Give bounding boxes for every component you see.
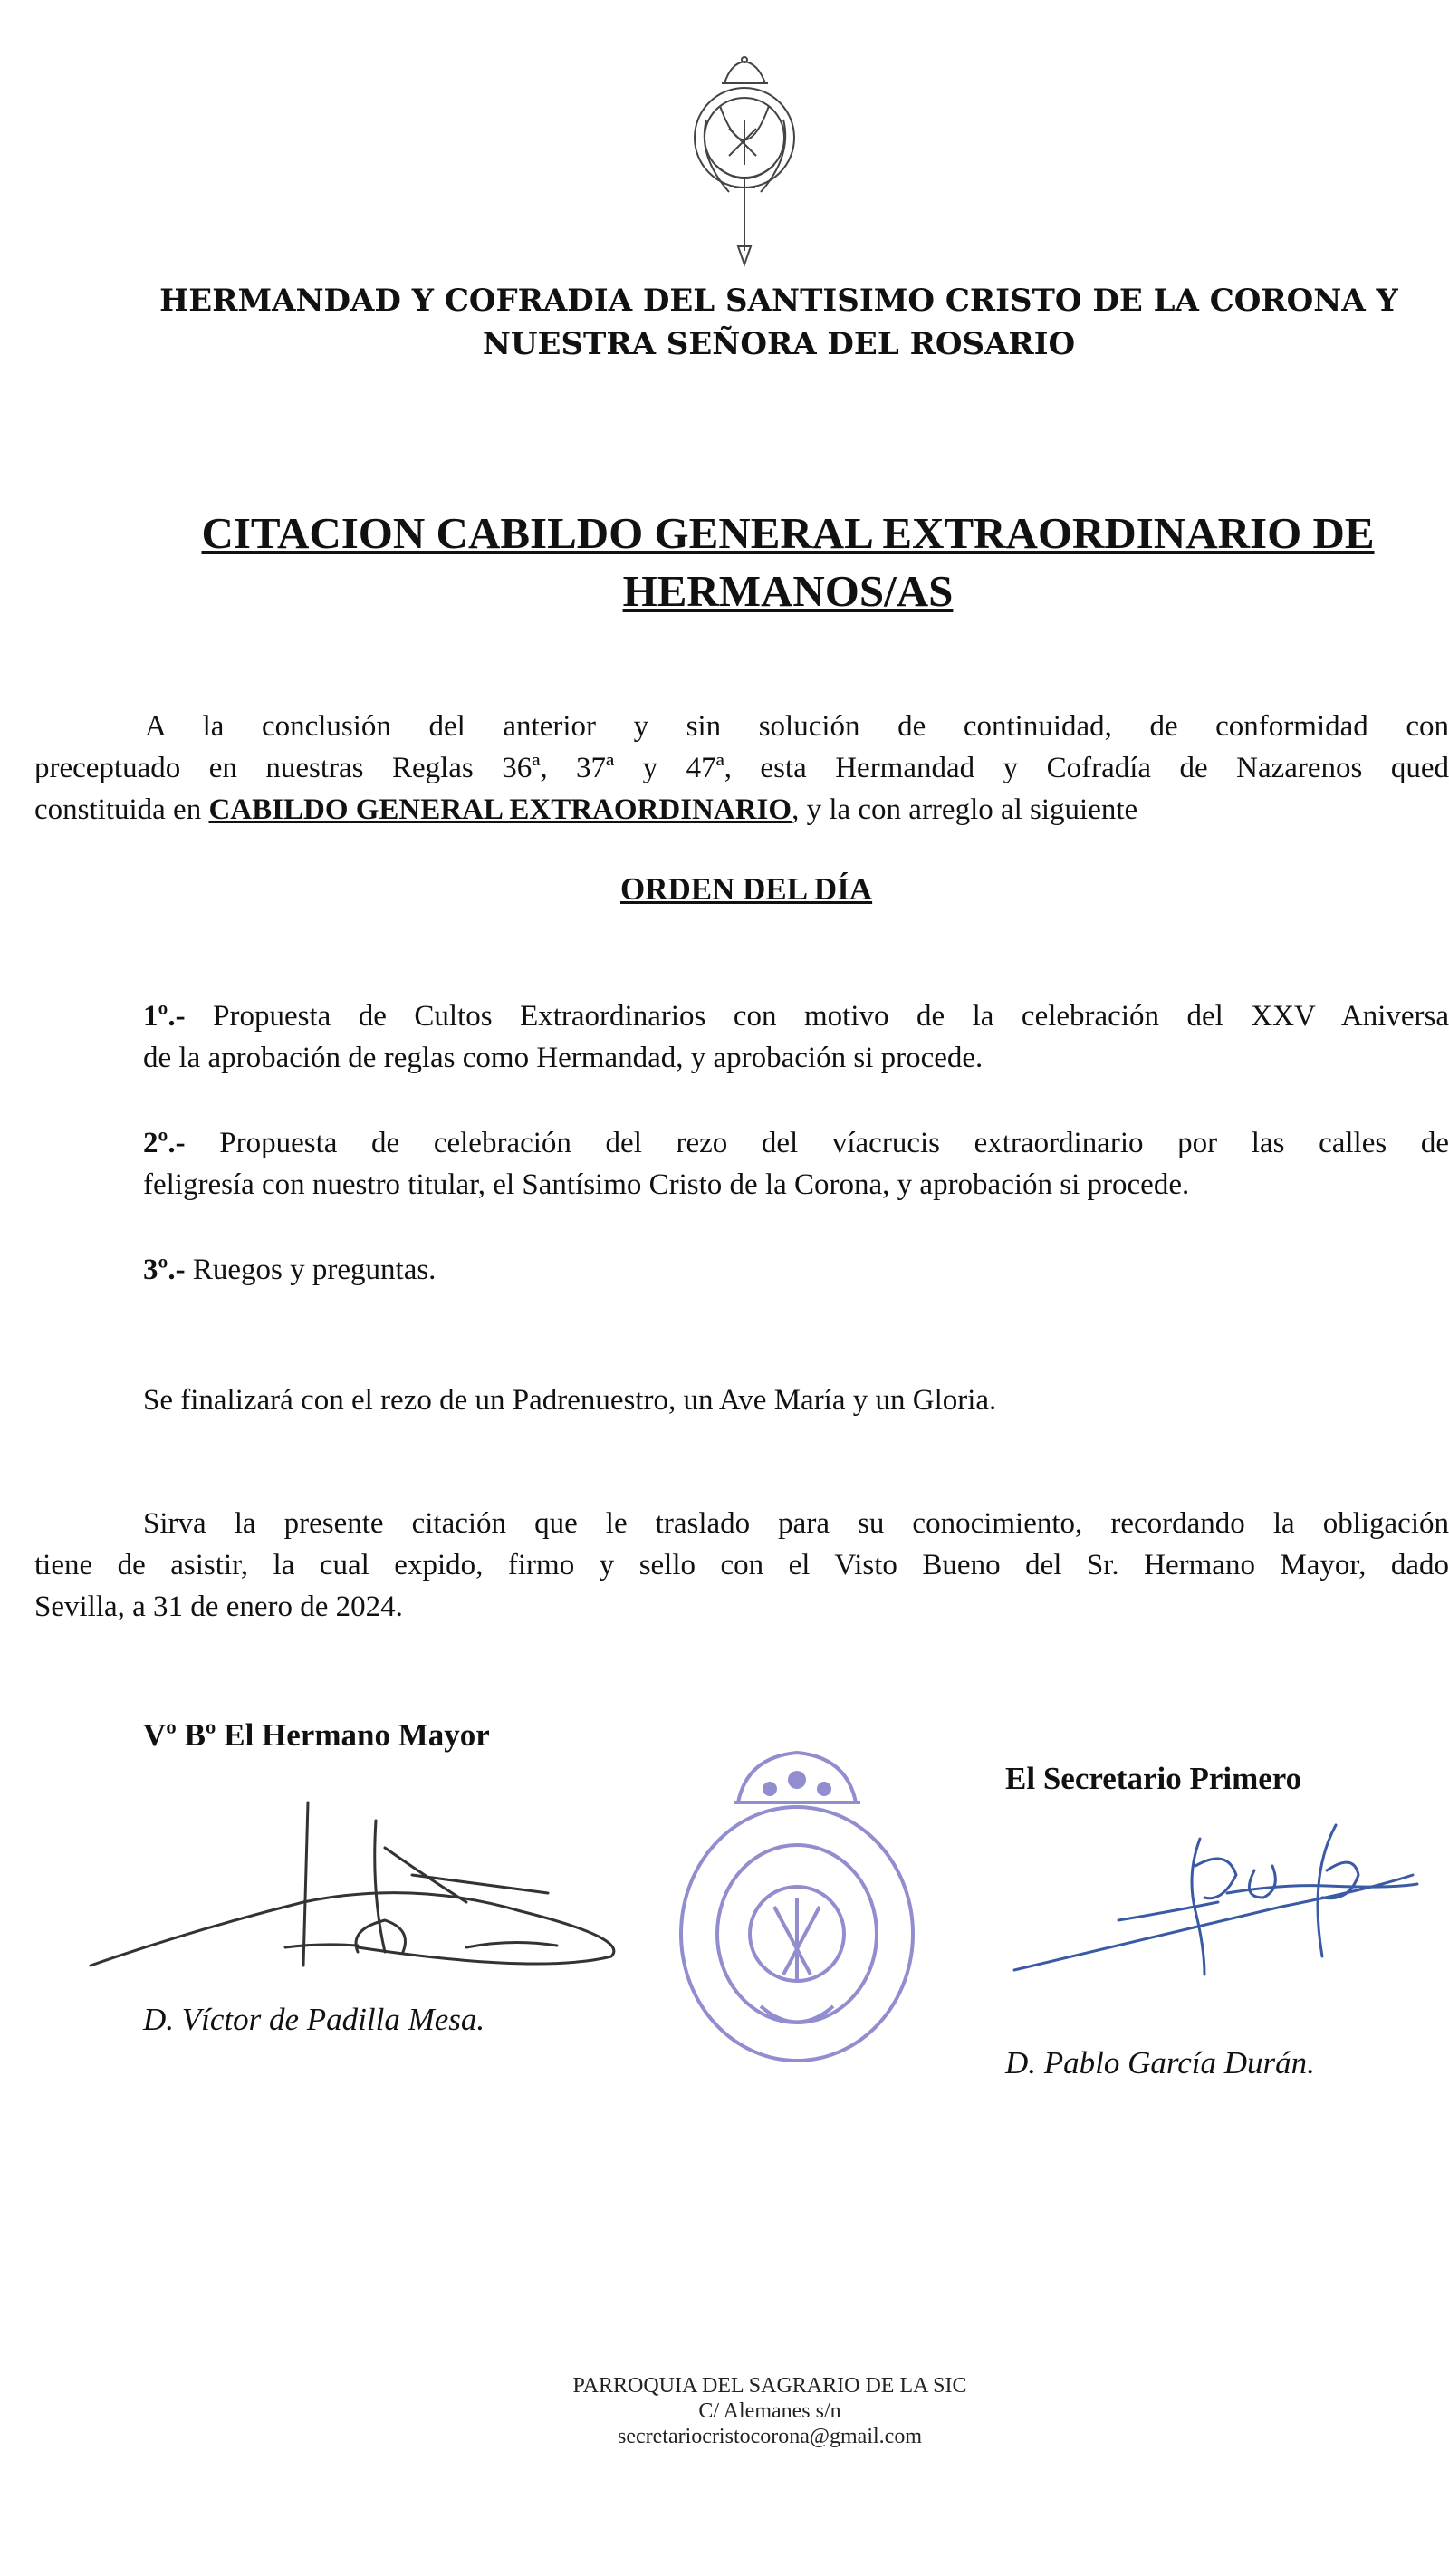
footer-address: C/ Alemanes s/n bbox=[698, 2399, 841, 2423]
agenda-item-1-line1: 1º.- Propuesta de Cultos Extraordinarios con motivo de la celebración del XXV Aniversa bbox=[143, 1000, 1449, 1033]
agenda-item-3: 3º.- Ruegos y preguntas. bbox=[143, 1254, 437, 1286]
final-line1: Sirva la presente citación que le traslado para su conocimiento, recordando la obligación bbox=[143, 1507, 1449, 1540]
agenda-item-2-line1: 2º.- Propuesta de celebración del rezo del víacrucis extraordinario por las calles de bbox=[143, 1127, 1449, 1159]
footer-parish: PARROQUIA DEL SAGRARIO DE LA SIC bbox=[572, 2374, 967, 2398]
intro-line1: A la conclusión del anterior y sin solución de continuidad, de conformidad con bbox=[145, 710, 1449, 743]
organization-name-line1: HERMANDAD Y COFRADIA DEL SANTISIMO CRISTO DE LA CORONA Y bbox=[159, 283, 1398, 319]
brotherhood-seal-stamp bbox=[675, 1748, 919, 2065]
secretario-signature bbox=[1010, 1821, 1426, 1984]
organization-name-line2: NUESTRA SEÑORA DEL ROSARIO bbox=[482, 326, 1076, 362]
cabildo-emphasis: CABILDO GENERAL EXTRAORDINARIO bbox=[208, 793, 792, 826]
agenda-item-2-line2: feligresía con nuestro titular, el Santísimo Cristo de la Corona, y aprobación si procede. bbox=[143, 1168, 1190, 1201]
agenda-heading: ORDEN DEL DÍA bbox=[620, 871, 873, 907]
closing-sentence: Se finalizará con el rezo de un Padrenuestro, un Ave María y un Gloria. bbox=[143, 1384, 997, 1417]
agenda-item-1-line2: de la aprobación de reglas como Hermandad, y aprobación si procede. bbox=[143, 1042, 984, 1074]
footer-email: secretariocristocorona@gmail.com bbox=[618, 2425, 922, 2448]
document-title-line1: CITACION CABILDO GENERAL EXTRAORDINARIO DE bbox=[201, 508, 1375, 558]
left-signatory-name: D. Víctor de Padilla Mesa. bbox=[143, 2002, 485, 2037]
brotherhood-crest-icon bbox=[675, 56, 815, 274]
final-line2: tiene de asistir, la cual expido, firmo y sello con el Visto Bueno del Sr. Hermano Mayor, dado bbox=[34, 1549, 1449, 1581]
right-signatory-name: D. Pablo García Durán. bbox=[1005, 2045, 1315, 2081]
intro-line2: preceptuado en nuestras Reglas 36ª, 37ª y 47ª, esta Hermandad y Cofradía de Nazarenos qued bbox=[34, 752, 1449, 784]
intro-line3: constituida en CABILDO GENERAL EXTRAORDINARIO, y la con arreglo al siguiente bbox=[34, 793, 1138, 826]
final-line3: Sevilla, a 31 de enero de 2024. bbox=[34, 1591, 403, 1623]
right-signature-label: El Secretario Primero bbox=[1005, 1761, 1302, 1796]
left-signature-label: Vº Bº El Hermano Mayor bbox=[143, 1717, 490, 1753]
document-title-line2: HERMANOS/AS bbox=[622, 566, 954, 616]
hermano-mayor-signature bbox=[86, 1793, 648, 2002]
